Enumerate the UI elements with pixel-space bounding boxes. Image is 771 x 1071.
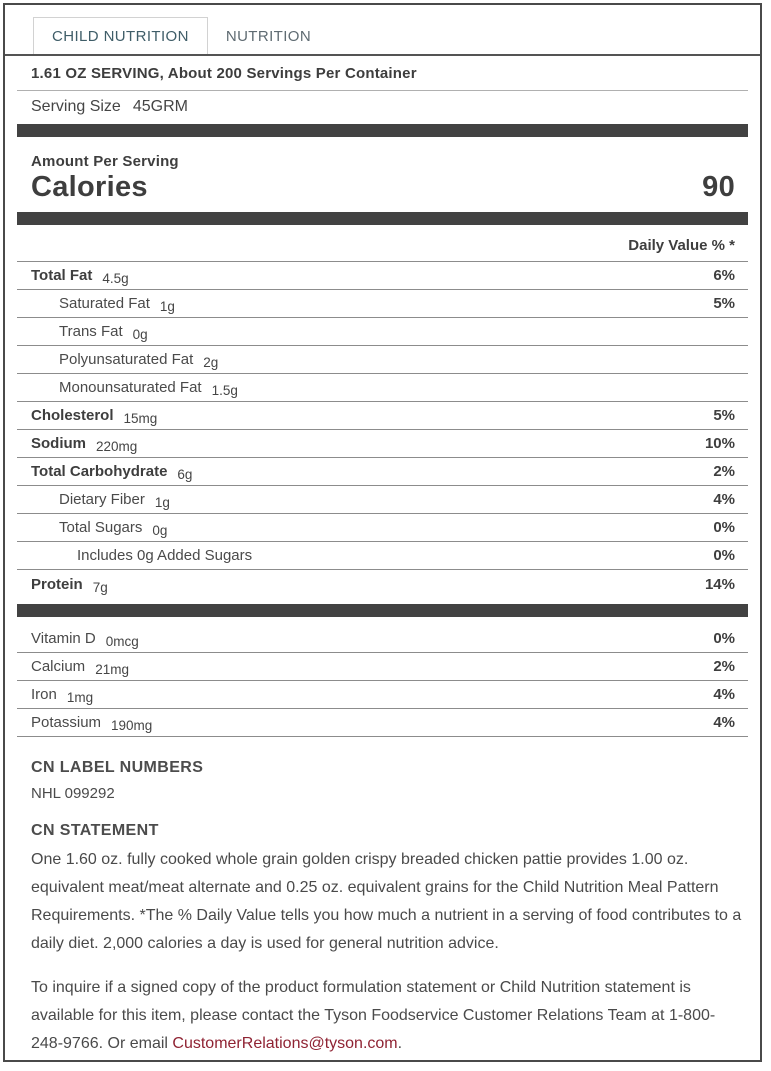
nutrient-row (17, 542, 748, 570)
calories-label: Calories (31, 171, 148, 203)
calories-value: 90 (702, 171, 735, 203)
nutrient-label: Polyunsaturated Fat (59, 351, 194, 368)
nutrient-label: Sodium (31, 435, 86, 452)
cn-statement-heading: CN STATEMENT (31, 822, 159, 839)
nutrient-label: Protein (31, 575, 83, 593)
section-divider-bar (17, 124, 748, 137)
nutrient-daily-value: 5% (713, 407, 735, 424)
nutrient-daily-value: 0% (713, 547, 735, 564)
nutrient-label: Dietary Fiber (59, 491, 145, 508)
vitamin-table (17, 625, 748, 737)
nutrient-label: Monounsaturated Fat (59, 379, 202, 396)
nutrient-row (17, 318, 748, 346)
nutrient-row (17, 486, 748, 514)
nutrient-daily-value: 2% (713, 658, 735, 675)
nutrient-amount: 21mg (95, 662, 129, 677)
nutrient-label: Calcium (31, 658, 86, 675)
nutrient-amount: 0mcg (105, 634, 139, 649)
nutrient-amount: 1g (159, 299, 175, 314)
nutrient-row (17, 709, 748, 737)
nutrient-daily-value: 10% (704, 435, 735, 452)
nutrient-amount: 0g (152, 523, 168, 538)
nutrient-row (17, 625, 748, 653)
tab-child-nutrition[interactable]: CHILD NUTRITION (33, 17, 208, 54)
nutrient-daily-value: 6% (713, 267, 735, 284)
nutrient-amount: 7g (92, 579, 108, 595)
nutrient-table (17, 262, 748, 598)
cn-label-numbers-heading: CN LABEL NUMBERS (31, 759, 204, 776)
nutrient-row (17, 430, 748, 458)
nutrient-amount: 15mg (123, 411, 158, 426)
nutrient-row (17, 290, 748, 318)
serving-size-row (17, 91, 748, 124)
nutrient-row (17, 653, 748, 681)
nutrient-row (17, 262, 748, 290)
nutrient-daily-value: 2% (713, 463, 735, 480)
nutrient-label: Vitamin D (31, 630, 96, 647)
section-divider-bar (17, 212, 748, 225)
nutrient-label: Saturated Fat (59, 295, 150, 312)
cn-statement-body: One 1.60 oz. fully cooked whole grain golden crispy breaded chicken pattie provides 1.00 oz. equivalent meat/meat alternate and 0.25 oz. equivalent grains for the Child Nutrition Meal Pattern Requirements. *The % Daily Value tells you how much a nutrient in a serving of food contributes to a daily diet. 2,000 calories a day is used for general nutrition advice. (31, 851, 742, 952)
nutrient-daily-value: 0% (713, 519, 735, 536)
nutrient-amount: 220mg (96, 439, 138, 454)
nutrient-label: Total Carbohydrate (31, 463, 168, 480)
nutrient-label: Iron (31, 686, 57, 703)
serving-statement: 1.61 OZ SERVING, About 200 Servings Per Container (17, 56, 748, 91)
nutrient-daily-value: 5% (713, 295, 735, 312)
nutrient-row (17, 458, 748, 486)
tab-nutrition[interactable]: NUTRITION (225, 28, 312, 45)
nutrient-label: Trans Fat (59, 323, 123, 340)
nutrient-label: Potassium (31, 714, 102, 731)
nutrition-panel (3, 3, 762, 1062)
nutrient-amount: 4.5g (102, 271, 129, 286)
calories-row (17, 170, 748, 212)
nutrient-row (17, 514, 748, 542)
contact-text-suffix: . (397, 1035, 403, 1052)
nutrient-amount: 0g (132, 327, 148, 342)
customer-relations-email-link[interactable]: CustomerRelations@tyson.com (172, 1035, 398, 1052)
nutrient-daily-value: 4% (713, 686, 735, 703)
nutrient-row (17, 570, 748, 598)
nutrient-daily-value: 0% (713, 630, 735, 647)
nutrient-daily-value: 4% (713, 491, 735, 508)
cn-label-numbers-value: NHL 099292 (31, 785, 115, 802)
nutrient-amount: 1g (154, 495, 170, 510)
nutrient-row (17, 374, 748, 402)
daily-value-header: Daily Value % * (17, 225, 748, 262)
contact-paragraph (17, 974, 748, 1058)
nutrient-row (17, 346, 748, 374)
nutrient-row (17, 681, 748, 709)
nutrient-amount: 190mg (111, 718, 153, 733)
nutrient-amount: 1mg (66, 690, 94, 705)
tab-bar (5, 5, 760, 56)
contact-text: To inquire if a signed copy of the product formulation statement or Child Nutrition statement is available for this item, please contact the Tyson Foodservice Customer Relations Team at 1-800-248-9766. Or email (31, 979, 716, 1052)
nutrient-label: Cholesterol (31, 407, 114, 424)
nutrient-daily-value: 14% (704, 575, 735, 593)
serving-size-label: Serving Size (31, 98, 121, 115)
nutrient-daily-value: 4% (713, 714, 735, 731)
nutrient-amount: 2g (203, 355, 219, 370)
nutrient-label: Total Fat (31, 267, 93, 284)
section-divider-bar (17, 604, 748, 617)
nutrient-amount: 1.5g (211, 383, 238, 398)
nutrient-amount: 6g (177, 467, 193, 482)
serving-size-value: 45GRM (132, 98, 188, 115)
nutrient-row (17, 402, 748, 430)
nutrient-label: Includes 0g Added Sugars (77, 547, 253, 564)
amount-per-serving-label: Amount Per Serving (31, 153, 179, 170)
nutrient-label: Total Sugars (59, 519, 143, 536)
